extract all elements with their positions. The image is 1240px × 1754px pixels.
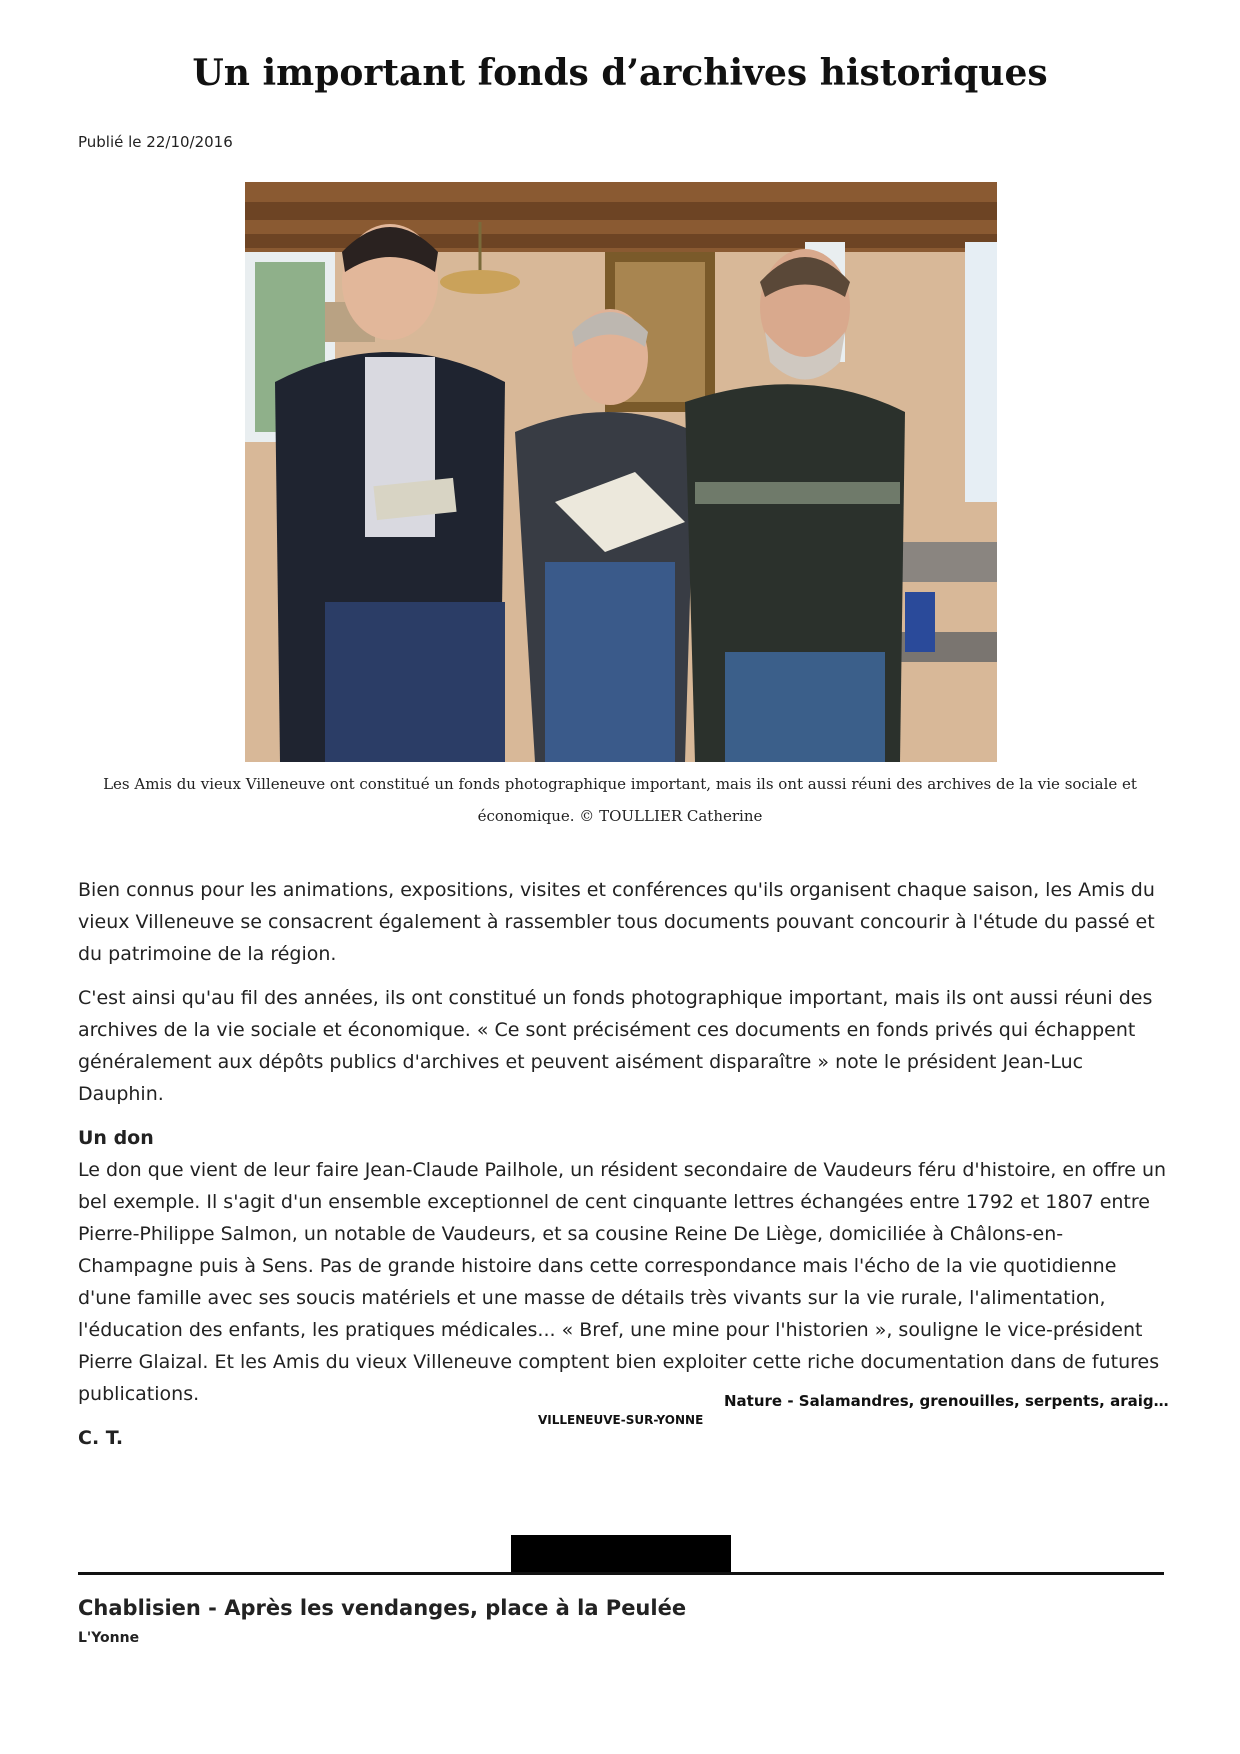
paragraph-1: Bien connus pour les animations, expositions, visites et conférences qu'ils organisent chaque saison, les Amis du vieux Villeneuve se consacrent également à rassembler tous documents pouvant concourir à l'étude du passé et du patrimoine de la région. [78,879,1155,965]
author-signature: C. T. [78,1427,124,1449]
publish-date: Publié le 22/10/2016 [78,133,233,151]
black-banner [511,1535,731,1574]
caption-line-2: économique. © TOULLIER Catherine [477,807,763,825]
caption-line-1: Les Amis du vieux Villeneuve ont constitué un fonds photographique important, mais ils ont aussi réuni des archives de la vie sociale et [103,775,1137,793]
article-title: Un important fonds d’archives historiques [192,52,1048,94]
section-divider [78,1572,1164,1575]
footer-article-link[interactable]: Chablisien - Après les vendanges, place à la Peulée [78,1596,687,1620]
article-body [78,874,1168,1454]
article-photo [245,182,997,762]
paragraph-3: Le don que vient de leur faire Jean-Claude Pailhole, un résident secondaire de Vaudeurs féru d'histoire, en offre un bel exemple. Il s'agit d'un ensemble exceptionnel de cent cinquante lettres échangées entre 1792 et 1807 entre Pierre-Philippe Salmon, un notable de Vaudeurs, et sa cousine Reine De Liège, domiciliée à Châlons-en-Champagne puis à Sens. Pas de grande histoire dans cette correspondance mais l'écho de la vie quotidienne d'une famille avec ses soucis matériels et une masse de détails très vivants sur la vie rurale, l'alimentation, l'éducation des enfants, les pratiques médicales... « Bref, une mine pour l'historien », souligne le vice-président Pierre Glaizal. Et les Amis du vieux Villeneuve comptent bien exploiter cette riche documentation dans de futures publications. [78,1159,1167,1405]
paragraph-2: C'est ainsi qu'au fil des années, ils ont constitué un fonds photographique important, mais ils ont aussi réuni des archives de la vie sociale et économique. « Ce sont précisément ces documents en fonds privés qui échappent généralement aux dépôts publics d'archives et peuvent aisément disparaître » note le président Jean-Luc Dauphin. [78,987,1153,1105]
related-article-link[interactable]: Nature - Salamandres, grenouilles, serpents, araig… [724,1392,1169,1410]
photo-caption [100,768,1140,832]
footer-source: L'Yonne [78,1630,140,1646]
subheading: Un don [78,1127,154,1149]
related-location-tag[interactable]: VILLENEUVE-SUR-YONNE [538,1413,704,1427]
